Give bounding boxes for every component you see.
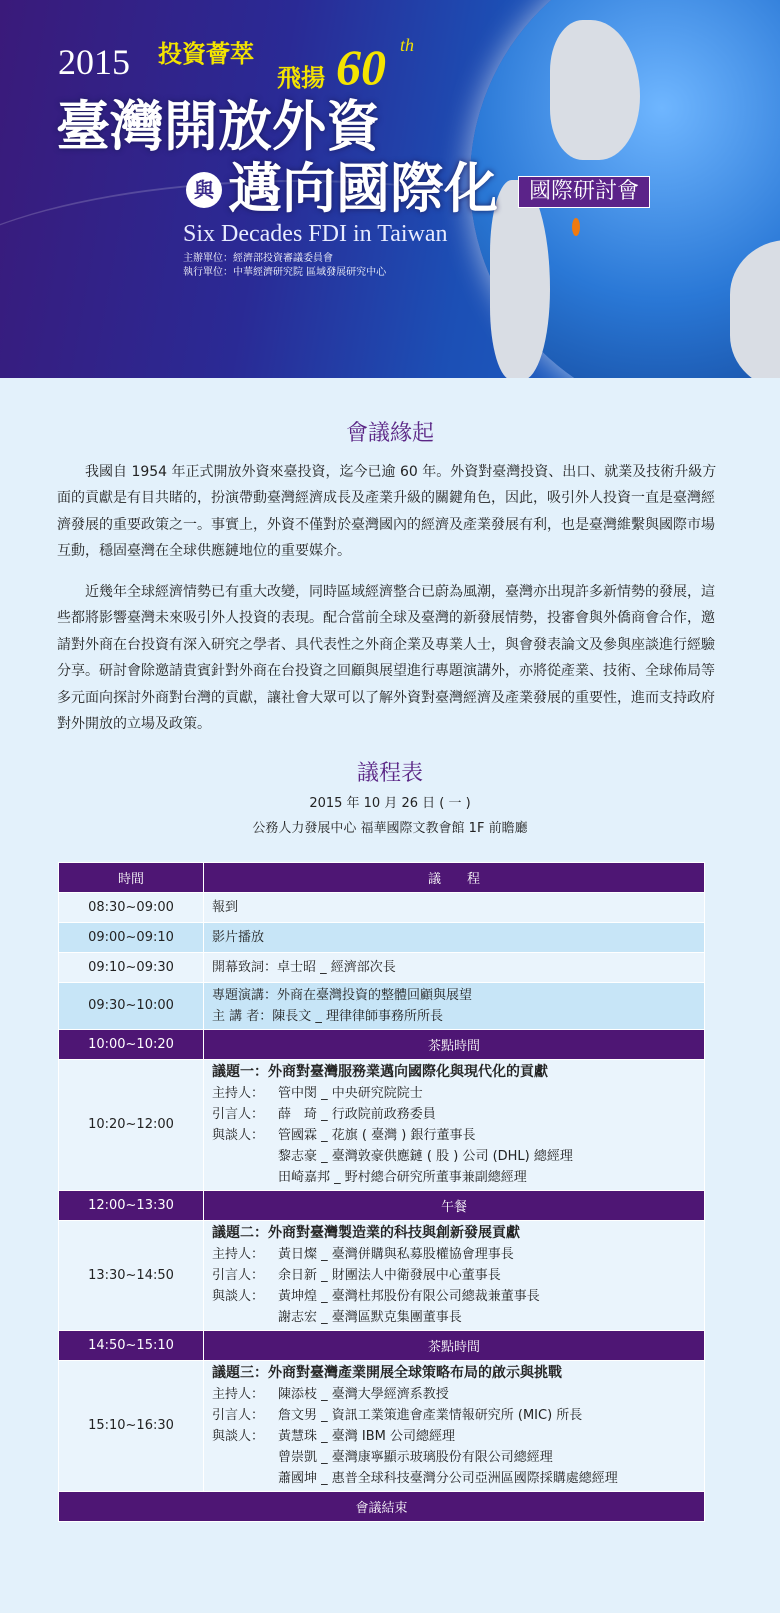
panelist-name: 曾崇凱 _ 臺灣康寧顯示玻璃股份有限公司總經理 (278, 1449, 553, 1465)
banner-year: 2015 (58, 42, 130, 82)
agenda-date: 2015 年 10 月 26 日 ( 一 ) (309, 796, 471, 812)
banner-title-line1: 臺灣開放外資 (56, 95, 380, 158)
program-cell (204, 982, 705, 1029)
role-label: 主持人： (212, 1386, 265, 1402)
taiwan-marker (572, 218, 580, 236)
break-cell: 午餐 (204, 1190, 705, 1220)
panelist-name: 謝志宏 _ 臺灣區默克集團董事長 (278, 1309, 462, 1325)
banner-english-title: Six Decades FDI in Taiwan (183, 221, 448, 247)
time-cell: 10:00~10:20 (59, 1029, 204, 1059)
time-cell: 15:10~16:30 (59, 1360, 204, 1491)
panelist-name: 田崎嘉邦 _ 野村總合研究所董事兼副總經理 (278, 1169, 527, 1185)
banner-connector: 與 (186, 172, 222, 208)
table-row (59, 1220, 705, 1330)
session-topic: 議題三：外商對臺灣產業開展全球策略布局的啟示與挑戰 (212, 1364, 562, 1381)
role-label: 主持人： (212, 1085, 265, 1101)
intro-paragraph: 我國自 1954 年正式開放外資來臺投資，迄今已逾 60 年。外資對臺灣投資、出口、就業及技術升級方面的貢獻是有目共睹的，扮演帶動臺灣經濟成長及產業升級的關鍵角色，因此，吸引外人投資一直是臺灣經濟發展的重要政策之一。事實上，外資不僅對於臺灣國內的經濟及產業發展有利，也是臺灣維繫與國際市場互動，穩固臺灣在全球供應鏈地位的重要媒介。 (57, 463, 717, 560)
host-name: 管中閔 _ 中央研究院院士 (278, 1085, 423, 1101)
time-cell: 14:50~15:10 (59, 1330, 204, 1360)
session-topic: 議題二：外商對臺灣製造業的科技與創新發展貢獻 (212, 1224, 520, 1241)
host-name: 陳添枝 _ 臺灣大學經濟系教授 (278, 1386, 449, 1402)
closing-cell: 會議結束 (59, 1491, 705, 1521)
time-cell: 09:30~10:00 (59, 982, 204, 1029)
role-label: 與談人： (212, 1288, 265, 1304)
table-row (59, 1491, 705, 1521)
introducer-name: 薛 琦 _ 行政院前政務委員 (278, 1106, 436, 1122)
panelist-name: 黃坤煌 _ 臺灣杜邦股份有限公司總裁兼董事長 (278, 1288, 540, 1304)
intro-section (57, 420, 723, 738)
panelist-name: 黃慧珠 _ 臺灣 IBM 公司總經理 (278, 1428, 455, 1444)
table-row (59, 1029, 705, 1059)
table-row (59, 1330, 705, 1360)
col-time: 時間 (59, 862, 204, 892)
program-text: 開幕致詞：卓士昭 _ 經濟部次長 (212, 959, 396, 975)
table-row (59, 982, 705, 1029)
time-cell: 08:30~09:00 (59, 892, 204, 922)
time-cell: 09:00~09:10 (59, 922, 204, 952)
introducer-name: 詹文男 _ 資訊工業策進會產業情報研究所 (MIC) 所長 (278, 1407, 583, 1423)
table-row (59, 952, 705, 982)
role-label: 引言人： (212, 1106, 265, 1122)
banner-executor: 執行單位：中華經濟研究院 區域發展研究中心 (183, 267, 387, 278)
program-cell (204, 952, 705, 982)
host-name: 黃日燦 _ 臺灣併購與私募股權協會理事長 (278, 1246, 514, 1262)
agenda-header (0, 760, 780, 838)
table-row (59, 1059, 705, 1190)
banner-slogan-a: 投資薈萃 (158, 40, 254, 68)
intro-paragraph: 近幾年全球經濟情勢已有重大改變，同時區域經濟整合已蔚為風潮，臺灣亦出現許多新情勢的發展，這些都將影響臺灣未來吸引外人投資的表現。配合當前全球及臺灣的新發展情勢，投審會與外僑商會合作，邀請對外商在台投資有深入研究之學者、具代表性之外商企業及專業人士，與會發表論文及參與座談進行經驗分享。研討會除邀請貴賓針對外商在台投資之回顧與展望進行專題演講外，亦將從產業、技術、全球佈局等多元面向探討外商對台灣的貢獻，讓社會大眾可以了解外資對臺灣經濟及產業發展的重要性，進而支持政府對外開放的立場及政策。 (57, 583, 715, 733)
panelist-name: 黎志豪 _ 臺灣敦豪供應鏈 ( 股 ) 公司 (DHL) 總經理 (278, 1148, 573, 1164)
panelist-name: 蕭國坤 _ 惠普全球科技臺灣分公司亞洲區國際採購處總經理 (278, 1470, 618, 1486)
session-topic: 議題一：外商對臺灣服務業邁向國際化與現代化的貢獻 (212, 1063, 548, 1080)
program-cell (204, 1360, 705, 1491)
col-program: 議 程 (204, 862, 705, 892)
time-cell: 10:20~12:00 (59, 1059, 204, 1190)
role-label: 與談人： (212, 1127, 265, 1143)
panelist-name: 管國霖 _ 花旗 ( 臺灣 ) 銀行董事長 (278, 1127, 476, 1143)
banner (0, 0, 780, 378)
introducer-name: 余日新 _ 財團法人中衛發展中心董事長 (278, 1267, 501, 1283)
banner-tag: 國際研討會 (518, 176, 650, 208)
banner-th: th (400, 35, 415, 55)
agenda-venue: 公務人力發展中心 福華國際文教會館 1F 前瞻廳 (252, 821, 528, 837)
banner-sixty: 60 (336, 39, 386, 95)
role-label: 與談人： (212, 1428, 265, 1444)
break-cell: 茶點時間 (204, 1029, 705, 1059)
program-cell (204, 1220, 705, 1330)
program-cell (204, 892, 705, 922)
time-cell: 13:30~14:50 (59, 1220, 204, 1330)
program-cell (204, 1059, 705, 1190)
agenda-heading: 議程表 (356, 760, 423, 786)
table-row (59, 892, 705, 922)
time-cell: 12:00~13:30 (59, 1190, 204, 1220)
banner-title-line2: 邁向國際化 (228, 157, 498, 220)
table-row (59, 1360, 705, 1491)
intro-heading: 會議緣起 (345, 421, 434, 446)
keynote-speaker: 主 講 者：陳長文 _ 理律律師事務所所長 (212, 1008, 444, 1024)
break-cell: 茶點時間 (204, 1330, 705, 1360)
program-text: 報到 (212, 899, 239, 915)
time-cell: 09:10~09:30 (59, 952, 204, 982)
role-label: 引言人： (212, 1267, 265, 1283)
banner-organizer: 主辦單位：經濟部投資審議委員會 (183, 253, 333, 264)
role-label: 主持人： (212, 1246, 265, 1262)
program-cell (204, 922, 705, 952)
keynote-title: 專題演講：外商在臺灣投資的整體回顧與展望 (212, 987, 473, 1003)
agenda-table (58, 862, 705, 1522)
table-row (59, 922, 705, 952)
program-text: 影片播放 (212, 929, 265, 945)
banner-slogan-b: 飛揚 (277, 64, 325, 92)
table-row (59, 1190, 705, 1220)
role-label: 引言人： (212, 1407, 265, 1423)
